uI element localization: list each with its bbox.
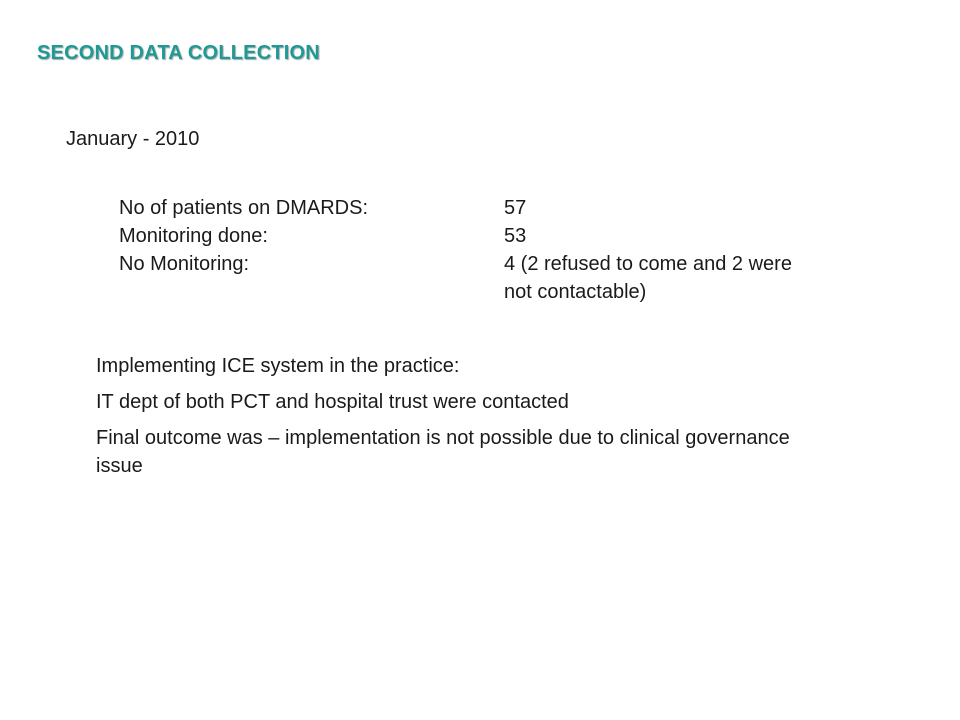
note-it-dept: IT dept of both PCT and hospital trust were contacted xyxy=(96,391,569,413)
stat-label: Monitoring done: xyxy=(119,225,268,247)
stat-row-patients xyxy=(119,194,819,222)
stat-label: No of patients on DMARDS: xyxy=(119,197,368,219)
stat-row-no-monitoring xyxy=(119,250,819,306)
notes-section xyxy=(96,352,816,488)
stats-table xyxy=(119,194,819,306)
note-final-outcome: Final outcome was – implementation is not possible due to clinical governance issue xyxy=(96,427,790,477)
stat-value: 57 xyxy=(504,197,527,219)
stat-label: No Monitoring: xyxy=(119,253,250,275)
note-ice-system: Implementing ICE system in the practice: xyxy=(96,355,460,377)
stat-value: 53 xyxy=(504,225,527,247)
slide-title: SECOND DATA COLLECTION xyxy=(37,42,320,64)
stat-value: 4 (2 refused to come and 2 were not contactable) xyxy=(504,253,792,303)
stat-row-monitoring-done xyxy=(119,222,819,250)
collection-date: January - 2010 xyxy=(66,128,200,150)
